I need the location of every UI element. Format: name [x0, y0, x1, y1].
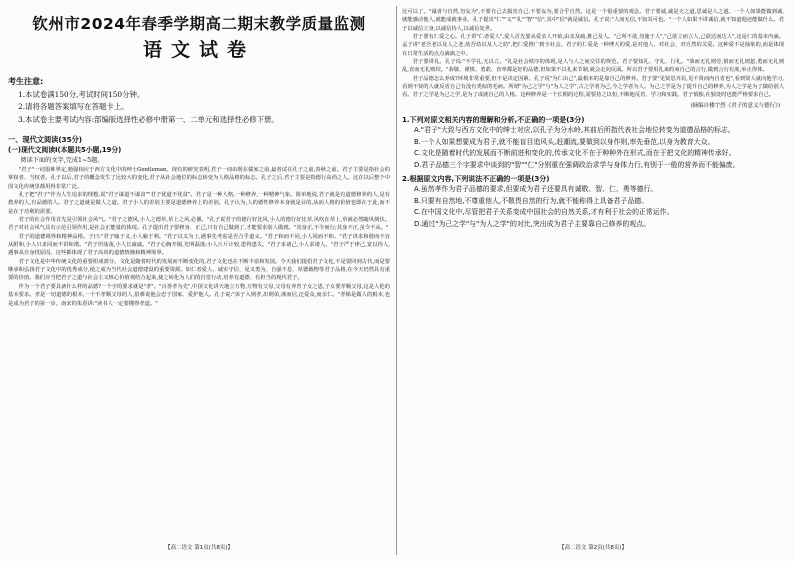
answer-option: A."君子"大致与西方文化中的绅士对应,以孔子为分水岭,其前后所指代表社会地位转变为道德品格的标志。: [414, 126, 735, 135]
answer-option: C.文化是随着时代的发展而不断前进和变化的,传承文化不在于种种外在形式,而在于把文化的精神传承好。: [414, 149, 736, 158]
passage-paragraph: 君子品德怎么养成?环境非常重要,但不是决定因素。孔子说"为仁由己",最根本的是靠自己的修养。君子要"见贤思齐焉,见不贤而内自省也",看到贤人就向他学习,看到不贤的人就反省自己有没有类似的毛病。所谓"为己之学"与"为人之学",古之学者为己,今之学者为人。为己之学是为了提升自己的修养,为人之学是为了做给别人看。君子之学是为己之学,是为了成就自己的人格。这种修养是一个长期的过程,需要持之以恒,不断地反省、学习和实践。君子慎独,在独处时也能严格要求自己。: [402, 75, 784, 99]
answer-option: B.只要有自然地,不尊重他人,不敬畏自然的行为,就不能称得上具备君子品德。: [414, 196, 648, 205]
exam-subtitle: 语文试卷: [142, 39, 255, 61]
page-divider: [396, 6, 397, 555]
answer-option: D.君子品德三个字要求中谈到的"智""仁"分别重在强调政治求学与身体力行,有别于一般的营养而不能偏废。: [414, 160, 740, 169]
passage-paragraph: 比可以了。"诚者与自然,勿妄为",不要自己去损害自己,不要妄为,要合乎自然。这是一个很重要的观念。君子要诚,诚是天之道,思诚是人之道。一个人如果能做到诚,就能感动他人,就能成就事业。孔子提出"仁""义""礼""智""信",其中"信"就是诚信。孔子说:"人而无信,不知其可也。"一个人如果不讲诚信,就不知道他还能做什么。君子以诚信立身,以诚信待人,以诚信处世。: [402, 9, 784, 32]
answer-option: B.一个人如果想要成为君子,就不能盲目追风头,赶潮流,要做到以身作则,率先垂范,以身为教育大众。: [414, 137, 715, 146]
subsection-heading: (一)现代文阅读Ⅰ(本题共5小题,19分): [8, 146, 122, 154]
answer-option: D.通过"为己之学"与"为人之学"的对比,突出成为君子主要靠自己修养的观点。: [414, 219, 650, 228]
passage-paragraph: 作为一个君子要具备什么样的品德?一个字的要求就是"孝"。"百善孝为先",中国文化讲天地立万物,万物有父母,父母有养育子女之恩,子女要孝顺父母,这是人伦的基本要求。孝是一切道德的根本,一个不孝顺父母的人,很难说他会忠于国家、爱护他人。孔子说:"弟子入则孝,出则弟,谨而信,泛爱众,而亲仁。"孝悌是做人的根本,也是成为君子的第一步。南宋的朱熹讲:"读书人一定要懂得孝道。": [8, 283, 390, 307]
passage-paragraph: 君子文化是中华传统文化的重要组成部分。文化是随着时代的发展而不断变化的,君子文化也在不断丰富和发展。今天我们提倡君子文化,不是要回到古代,而是要继承和弘扬君子文化中的优秀成分,使之成为当代社会道德建设的重要资源。如仁者爱人、诚实守信、见义勇为、自强不息、厚德载物等君子品格,在今天仍然具有重要的价值。我们应当把君子之道与社会主义核心价值观结合起来,使之转化为人们的自觉行动,培养有道德、有担当的现代君子。: [8, 258, 390, 282]
reading-instruction: 阅读下面的文字,完成1~5题。: [20, 157, 104, 164]
passage-paragraph: 君子要讲礼。孔子说:"不学礼,无以立。"礼是社会秩序的体现,是人与人之间交往的规范。君子要知礼、守礼、行礼。"恭而无礼则劳,慎而无礼则葸,勇而无礼则乱,直而无礼则绞。"恭敬、谨慎、勇敢、直率都是好的品德,但如果不以礼来节制,就会走向反面。所以君子要用礼来约束自己的言行,做到言行有度,举止得体。: [402, 59, 784, 74]
section-heading: 一、现代文阅读(35分): [8, 135, 83, 144]
answer-option: C.在中国文化中,尽管把君子关系变成中国社会的自然关系,才有利于社会的正常运作。: [414, 208, 674, 217]
notice-item: 1.本试卷满150分,考试时间150分钟。: [18, 89, 145, 99]
notice-heading: 考生注意:: [8, 77, 44, 86]
exam-title: 钦州市2024年春季学期高二期末教学质量监测: [32, 15, 366, 33]
passage-paragraph: 君子要有仁爱之心。孔子讲"仁者爱人",爱人首先要从爱亲人开始,由亲及疏,推己及人。"己所不欲,勿施于人","己欲立而立人,己欲达而达人",这是仁的基本内涵。孟子讲"老吾老以及人之老,幼吾幼以及人之幼",把仁爱推广到全社会。君子的仁爱是一种博大的爱,是对他人、对社会、对自然的关爱。这种爱不是抽象的,而是体现在日常生活的点点滴滴之中。: [402, 34, 784, 57]
question-stem: 1.下列对原文相关内容的理解和分析,不正确的一项是(3分): [402, 115, 585, 124]
passage-source: (摘编自楼宇烈《君子的意义与德行》): [690, 102, 780, 109]
exam-notice: [8, 76, 390, 126]
page-footer: 【高二语文 第2页(共8页)】: [558, 545, 628, 551]
answer-option: A.虽然孝作为君子品德的要求,但要成为君子还要具有诚敬、智、仁、勇等德行。: [414, 185, 658, 194]
notice-item: 2.请将各题答案填写在答题卡上。: [18, 102, 129, 111]
notice-item: 3.本试卷主要考试内容:部编版选择性必修中册第一、二单元和选择性必修下册。: [18, 114, 279, 124]
passage-paragraph: 孔子把"君子"作为人生追求的理想,说"君子谋道不谋食""君子忧道不忧贫"。君子是一种人格,一种修养,一种精神气象。简单地说,君子就是有道德修养的人,是有教养的人,有品德的人。君子之道就是做人之道。君子小人的差别主要是道德修养上的差别。孔子认为,人的德性修养本身就是目的,从而人格的价值也即在于此,而不是在于功利的需要。: [8, 192, 390, 215]
page-2: [402, 8, 784, 553]
page-1: [8, 8, 390, 553]
question-stem: 2.根据原文内容,下列说法不正确的一项是(3分): [402, 174, 550, 183]
passage-paragraph: "君子"一词很难界定,勉强相应于西方文化中的绅士Gentleman。现有的研究表明,君子一词由既在儒家之前,最者试在孔子之前,春秋之前。君子主要是指社会的掌权者、当权者。孔子以后,君子的概念发生了比较大的变化,君子从社会地位的标志转变为人格品格的标志。孔子之后,君子主要是指德行高尚之人。这在以后整个中国文化传统里都用得非常广泛。: [8, 167, 390, 190]
passage-paragraph: 君子的道德境界和精神品格。子曰:"君子喻于义,小人喻于利。"君子以义为上,遇事先考虑是否合乎道义。"君子和而不同,小人同而不和。"君子讲求和谐而不盲从附和,小人只求同而不讲和谐。"君子坦荡荡,小人长戚戚。"君子心胸开阔,光明磊落;小人斤斤计较,患得患失。"君子求诸己,小人求诸人。"君子严于律己,宽以待人,遇事从自身找原因。这些都体现了君子高尚的道德情操和精神境界。: [8, 233, 390, 257]
passage-paragraph: 君子的社会作用首先是引领社会风气。"君子之德风,小人之德草,草上之风,必偃。"孔子说君子的德行好比风,小人的德行好比草,风吹在草上,草就必然随风倒伏。君子对社会风气具有示范引领作用,是社会正能量的体现。孔子提出君子要修身、正己,只有自己做到了,才能要求别人做到。"其身正,不令而行;其身不正,虽令不从。": [8, 217, 390, 232]
page-footer: 【高二语文 第1页(共8页)】: [164, 545, 234, 551]
